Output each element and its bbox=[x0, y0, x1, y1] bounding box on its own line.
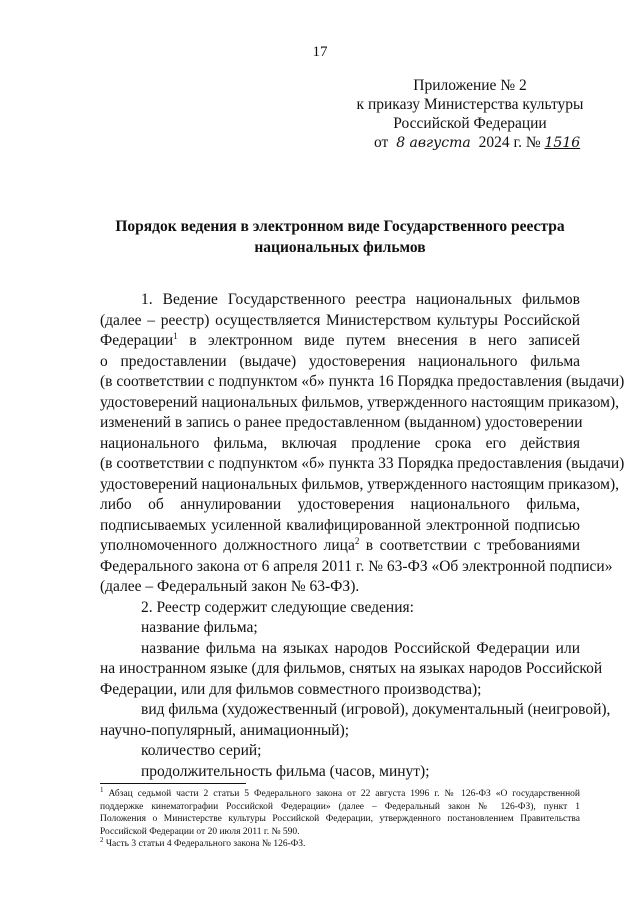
order-date-prefix: от bbox=[374, 134, 389, 151]
body-line: либо об аннулировании удостоверения национального фильма, bbox=[100, 496, 580, 513]
body-text: в соответствии с требованиями bbox=[365, 537, 581, 554]
body-line: национального фильма, включая продление срока его действия bbox=[100, 434, 580, 452]
body-line-with-footnote-2 bbox=[100, 536, 580, 557]
footnote-ref-1: 1 bbox=[173, 330, 178, 341]
order-date-line bbox=[340, 133, 600, 153]
order-date-handwritten: 8 августа bbox=[396, 135, 471, 151]
footnote-1-line: Положения о Министерстве культуры Российской Федерации, утвержденного постановлением Правительства bbox=[100, 814, 580, 824]
page-number: 17 bbox=[312, 44, 328, 60]
footnote-2-mark: 2 bbox=[100, 835, 104, 844]
body-line: (в соответствии с подпунктом «б» пункта 33 Порядка предоставления (выдачи) bbox=[100, 455, 625, 472]
list-item: продолжительность фильма (часов, минут); bbox=[141, 762, 430, 780]
list-item-cont: Федерации, или для фильмов совместного производства); bbox=[100, 680, 482, 698]
paragraph-2: 2. Реестр содержит следующие сведения: bbox=[141, 598, 414, 616]
body-line: удостоверений национальных фильмов, утвержденного настоящим приказом), bbox=[100, 475, 619, 493]
title-line-1: Порядок ведения в электронном виде Государственного реестра bbox=[115, 218, 565, 235]
list-item: название фильма; bbox=[141, 619, 258, 636]
body-line: Федерального закона от 6 апреля 2011 г. № 63-ФЗ «Об электронной подписи» bbox=[100, 557, 613, 575]
appendix-line-3: Российской Федерации bbox=[393, 115, 547, 132]
appendix-line-1: Приложение № 2 bbox=[413, 77, 527, 94]
footnote-1-mark: 1 bbox=[100, 785, 104, 794]
order-year: 2024 г. № bbox=[478, 134, 541, 151]
list-item: вид фильма (художественный (игровой), документальный (неигровой), bbox=[141, 701, 611, 718]
appendix-header bbox=[340, 76, 600, 153]
document-title bbox=[100, 216, 580, 258]
body-line: удостоверений национальных фильмов, утвержденного настоящим приказом), bbox=[100, 393, 619, 411]
appendix-line-2: к приказу Министерства культуры bbox=[356, 96, 584, 113]
body-line: подписываемых усиленной квалифицированной электронной подписью bbox=[100, 516, 580, 534]
footnote-separator bbox=[100, 783, 246, 784]
footnote-text: Часть 3 статьи 4 Федерального закона № 126-ФЗ. bbox=[105, 839, 306, 849]
body-text: Федерации bbox=[100, 332, 174, 349]
list-item: количество серий; bbox=[141, 742, 262, 759]
list-item-cont: на иностранном языке (для фильмов, снятых на языках народов Российской bbox=[100, 660, 603, 677]
footnote-1-line: Российской Федерации от 20 июля 2011 г. № 590. bbox=[100, 826, 300, 837]
document-body bbox=[100, 290, 625, 782]
footnote-text: Абзац седьмой части 2 статьи 5 Федерального закона от 22 августа 1996 г. № 126-ФЗ «О государственной bbox=[108, 789, 581, 799]
footnote-2-line bbox=[100, 835, 580, 851]
body-line: (далее – Федеральный закон № 63-ФЗ). bbox=[100, 578, 360, 595]
footnote-1-line bbox=[100, 785, 581, 801]
body-text: в электронном виде путем внесения в него записей bbox=[189, 332, 581, 349]
body-line-with-footnote-1 bbox=[100, 331, 580, 352]
body-text: уполномоченного должностного лица bbox=[100, 537, 355, 554]
body-line: (в соответствии с подпунктом «б» пункта 16 Порядка предоставления (выдачи) bbox=[100, 373, 625, 390]
body-line: о предоставлении (выдаче) удостоверения национального фильма bbox=[100, 352, 580, 370]
order-number-handwritten: 1516 bbox=[544, 135, 581, 151]
footnote-1-line: поддержке кинематографии Российской Федерации» (далее – Федеральный закон № 126-ФЗ), пункт 1 bbox=[100, 801, 580, 812]
footnotes bbox=[100, 785, 581, 851]
body-line: изменений в запись о ранее предоставленном (выданном) удостоверении bbox=[100, 414, 583, 431]
footnote-ref-2: 2 bbox=[354, 535, 360, 546]
list-item: название фильма на языках народов Российской Федерации или bbox=[141, 639, 580, 657]
list-item-cont: научно-популярный, анимационный); bbox=[100, 721, 350, 739]
body-line: (далее – реестр) осуществляется Министерством культуры Российской bbox=[100, 311, 580, 329]
title-line-2: национальных фильмов bbox=[254, 239, 426, 256]
body-line: 1. Ведение Государственного реестра национальных фильмов bbox=[141, 291, 580, 308]
